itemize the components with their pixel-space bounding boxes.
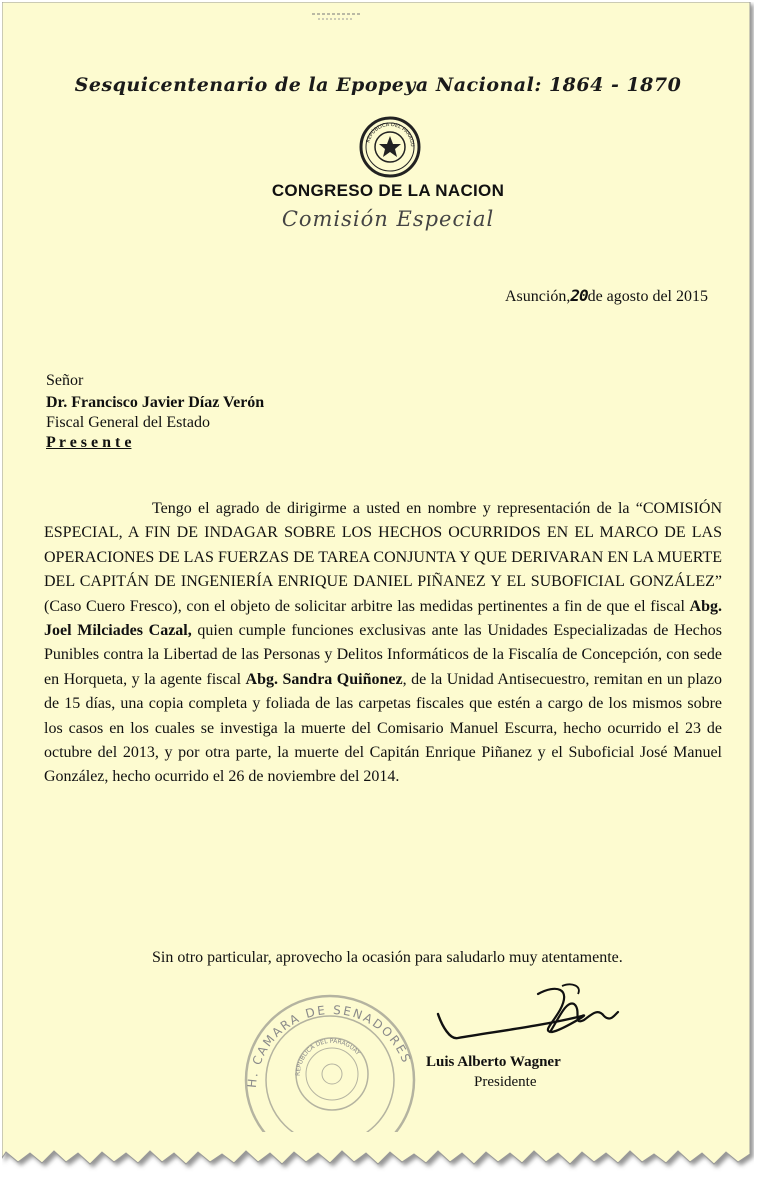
body-intro: Tengo el agrado de dirigirme a usted en nombre y representación de la “COMISIÓN ESPECIAL, A FIN DE INDAGAR SOBRE LOS HECHOS OCURRIDOS EN EL MARCO DE LAS OPERACIONES DE LAS FUERZAS DE TAREA CONJUNTA Y QUE DERIVARAN EN LA MUERTE DEL CAPITÁN DE INGENIERÍA ENRIQUE DANIEL PIÑANEZ Y EL SUBOFICIAL GONZÁLEZ” (Caso Cuero Fresco), con el objeto de solicitar arbitre las medidas pertinentes a fin de que el fiscal	[44, 500, 722, 615]
date-city: Asunción,	[504, 288, 571, 305]
body-paragraph	[44, 497, 722, 790]
signatory-name: Luis Alberto Wagner	[426, 1054, 561, 1070]
body-end: , de la Unidad Antisecuestro, remitan en un plazo de 15 días, una copia completa y foliada de las carpetas fiscales que estén a cargo de los mismos sobre los casos en los cuales se investiga la muerte del Comisario Manuel Escurra, hecho ocurrido el 23 de octubre del 2013, y por otra parte, la muerte del Capitán Enrique Piñanez y el Suboficial José Manuel González, hecho ocurrido el 26 de noviembre del 2014.	[44, 670, 722, 786]
svg-text:H. CAMARA DE SENADORES	[245, 1003, 414, 1089]
prosecutor-name-1: Abg. Joel Milciades Cazal,	[44, 597, 722, 640]
recipient-salutation: Señor	[46, 372, 84, 389]
letterhead-motto: Sesquicentenario de la Epopeya Nacional: 1864 - 1870	[74, 74, 682, 96]
signature-icon	[432, 980, 632, 1052]
letter-page	[2, 2, 754, 1180]
signatory-role: Presidente	[474, 1074, 537, 1090]
stamp-outer-text: H. CAMARA DE SENADORES	[244, 1002, 415, 1089]
date-line	[505, 286, 708, 306]
committee-name: Comisión Especial	[281, 207, 495, 231]
senate-stamp-icon	[242, 992, 418, 1132]
recipient-title: Fiscal General del Estado	[46, 414, 210, 431]
date-day: 20	[570, 286, 588, 305]
letter-body	[44, 497, 722, 790]
date-rest: de agosto del 2015	[587, 288, 708, 305]
recipient-name: Dr. Francisco Javier Díaz Verón	[46, 394, 265, 411]
closing-line: Sin otro particular, aprovecho la ocasión para saludarlo muy atentamente.	[152, 949, 623, 966]
national-seal-icon	[359, 116, 421, 178]
recipient-presente: P r e s e n t e	[46, 434, 132, 451]
seal-text: REPÚBLICA DEL PARAGU	[365, 121, 416, 148]
prosecutor-name-2: Abg. Sandra Quiñonez	[245, 670, 403, 688]
institution-name: CONGRESO DE LA NACION	[271, 181, 505, 200]
body-middle: quien cumple funciones exclusivas ante las Unidades Especializadas de Hechos Punibles contra la Libertad de las Personas y Delitos Informáticos de la Fiscalía de Concepción, con sede en Horqueta, y la agente fiscal	[44, 622, 722, 688]
stamp-inner-text: REPUBLICA DEL PARAGUAY	[294, 1037, 362, 1077]
